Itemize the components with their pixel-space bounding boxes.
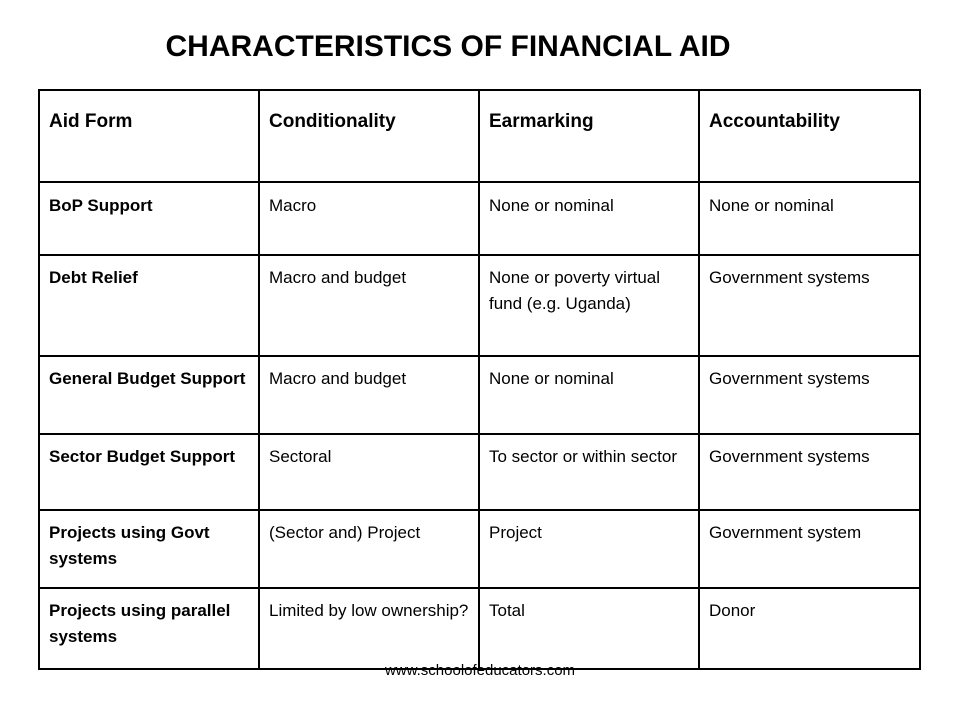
- accountability-cell: Government systems: [699, 434, 920, 510]
- table-row: [39, 255, 920, 356]
- conditionality-cell: Sectoral: [259, 434, 479, 510]
- header-conditionality: Conditionality: [259, 90, 479, 182]
- conditionality-cell: Limited by low ownership?: [259, 588, 479, 669]
- earmarking-cell: To sector or within sector: [479, 434, 699, 510]
- conditionality-cell: Macro and budget: [259, 356, 479, 434]
- earmarking-cell: Project: [479, 510, 699, 588]
- earmarking-cell: Total: [479, 588, 699, 669]
- aid-form-cell: General Budget Support: [39, 356, 259, 434]
- header-earmarking: Earmarking: [479, 90, 699, 182]
- table-row: [39, 588, 920, 669]
- table-row: [39, 434, 920, 510]
- earmarking-cell: None or nominal: [479, 356, 699, 434]
- aid-form-cell: Sector Budget Support: [39, 434, 259, 510]
- conditionality-cell: (Sector and) Project: [259, 510, 479, 588]
- accountability-cell: Government systems: [699, 255, 920, 356]
- footer-watermark-url: www.schoolofeducators.com: [384, 662, 576, 679]
- table-row: [39, 510, 920, 588]
- header-aid-form: Aid Form: [39, 90, 259, 182]
- aid-form-cell: Projects using parallel systems: [39, 588, 259, 669]
- table-row: [39, 182, 920, 255]
- accountability-cell: Government systems: [699, 356, 920, 434]
- aid-form-cell: Debt Relief: [39, 255, 259, 356]
- earmarking-cell: None or poverty virtual fund (e.g. Uganda): [479, 255, 699, 356]
- aid-characteristics-table: [38, 89, 921, 670]
- conditionality-cell: Macro: [259, 182, 479, 255]
- table-row: [39, 356, 920, 434]
- accountability-cell: Government system: [699, 510, 920, 588]
- accountability-cell: None or nominal: [699, 182, 920, 255]
- aid-form-cell: BoP Support: [39, 182, 259, 255]
- header-accountability: Accountability: [699, 90, 920, 182]
- table-header-row: [39, 90, 920, 182]
- earmarking-cell: None or nominal: [479, 182, 699, 255]
- accountability-cell: Donor: [699, 588, 920, 669]
- aid-form-cell: Projects using Govt systems: [39, 510, 259, 588]
- conditionality-cell: Macro and budget: [259, 255, 479, 356]
- page-title: CHARACTERISTICS OF FINANCIAL AID: [165, 30, 731, 63]
